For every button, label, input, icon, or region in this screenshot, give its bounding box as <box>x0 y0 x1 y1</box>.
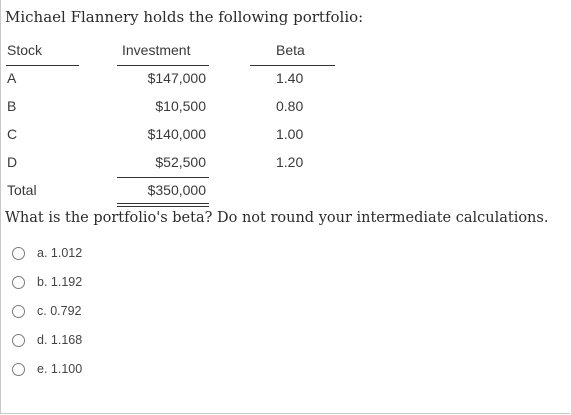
option-b[interactable] <box>12 275 82 304</box>
cell-stock: B <box>7 98 17 114</box>
intro-text: Michael Flannery holds the following portfolio: <box>5 8 364 26</box>
portfolio-table <box>0 38 340 206</box>
cell-stock: C <box>7 126 18 142</box>
option-c[interactable] <box>12 304 82 333</box>
cell-beta: 1.00 <box>276 126 304 142</box>
table-row <box>0 94 340 122</box>
radio-icon[interactable] <box>12 363 25 376</box>
header-beta: Beta <box>276 42 305 58</box>
cell-beta: 1.40 <box>276 70 304 86</box>
header-investment: Investment <box>122 42 191 58</box>
cell-beta: 1.20 <box>276 154 304 170</box>
option-d[interactable] <box>12 333 82 362</box>
cell-beta: 0.80 <box>276 98 304 114</box>
cell-investment: $140,000 <box>147 126 206 142</box>
cell-investment: $10,500 <box>155 98 206 114</box>
table-row <box>0 66 340 94</box>
radio-icon[interactable] <box>12 247 25 260</box>
option-label[interactable]: d. 1.168 <box>37 333 83 347</box>
cell-investment: $52,500 <box>155 154 206 170</box>
header-stock: Stock <box>7 42 43 58</box>
radio-icon[interactable] <box>12 334 25 347</box>
option-a[interactable] <box>12 246 82 275</box>
total-investment: $350,000 <box>147 182 206 198</box>
option-label[interactable]: b. 1.192 <box>37 275 83 289</box>
cell-stock: A <box>7 70 17 86</box>
option-e[interactable] <box>12 362 82 391</box>
table-header-row <box>0 38 340 66</box>
option-label[interactable]: e. 1.100 <box>37 362 83 376</box>
total-row <box>0 178 340 206</box>
cell-investment: $147,000 <box>147 70 206 86</box>
question-text: What is the portfolio's beta? Do not round your intermediate calculations. <box>5 210 549 226</box>
total-double-line-top <box>117 203 209 204</box>
total-label: Total <box>7 182 37 198</box>
total-double-line-bottom <box>117 206 209 207</box>
option-label[interactable]: c. 0.792 <box>37 304 82 318</box>
cell-stock: D <box>7 154 18 170</box>
table-row <box>0 150 340 178</box>
option-label[interactable]: a. 1.012 <box>37 246 83 260</box>
radio-icon[interactable] <box>12 305 25 318</box>
answer-options <box>12 246 82 391</box>
table-row <box>0 122 340 150</box>
radio-icon[interactable] <box>12 276 25 289</box>
